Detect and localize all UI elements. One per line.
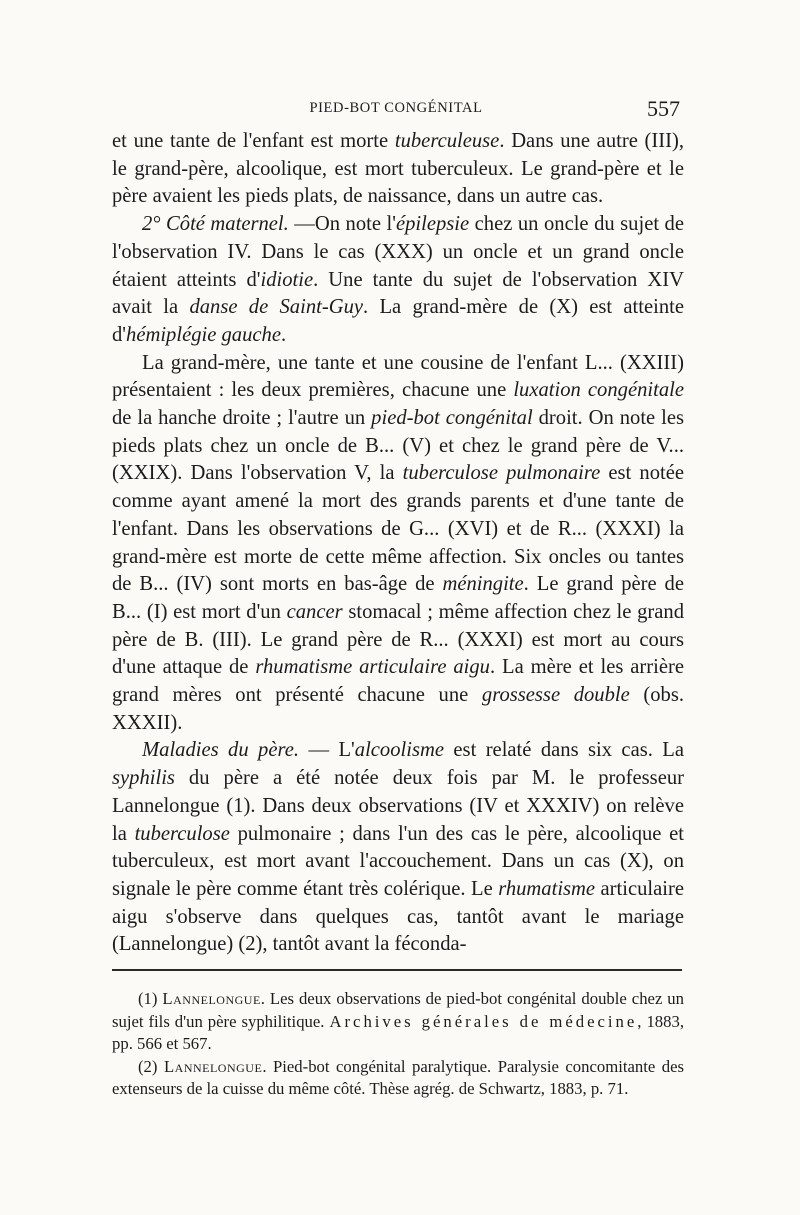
page-number: 557	[647, 96, 680, 121]
italic-term: rhumatisme articulaire aigu	[255, 656, 490, 679]
page-header	[112, 96, 680, 126]
footnotes	[112, 988, 684, 1101]
text-run: est notée comme ayant amené la mort des grands parents et d'une tante de l'enfant. Dans les observations de G... (XVI) et de R... (XXXI) la grand-mère est morte de cette même affection. Six oncles ou tantes de B... (IV) sont morts en bas-âge de	[112, 462, 684, 596]
footnote-author: Lannelongue	[162, 989, 261, 1008]
text-run: pulmonaire ; dans l'un des cas le père, alcoolique et tuberculeux, est mort avant l'accouchement. Dans un cas (X), on signale le père comme étant très colérique. Le	[112, 822, 684, 900]
section-lead: 2° Côté maternel.	[142, 213, 289, 236]
text-run: . Une tante du sujet de l'observation XIV avait la	[112, 268, 684, 319]
paragraph-3	[112, 350, 684, 738]
italic-term: tuberculose pulmonaire	[402, 462, 601, 485]
text-run: articulaire aigu s'observe dans quelques cas, tantôt avant le mariage (Lannelongue) (2), tantôt avant la féconda-	[112, 877, 684, 956]
italic-term: rhumatisme	[498, 877, 596, 900]
text-run: , 1883, pp. 566 et 567.	[112, 1011, 684, 1054]
text-run: — L'	[299, 739, 355, 762]
text-run: de la hanche droite ; l'autre un	[112, 407, 372, 430]
italic-term: méningite	[442, 573, 524, 596]
text-run: droit. On note les pieds plats chez un oncle de B... (V) et chez le grand père de V... (XXIX). Dans l'observation V, la	[112, 407, 685, 485]
paragraph-1	[112, 128, 684, 211]
paragraph-2	[112, 211, 684, 350]
paragraph-4	[112, 737, 684, 959]
italic-term: grossesse double	[481, 684, 630, 707]
text-run: et une tante de l'enfant est morte	[112, 130, 395, 152]
main-text	[112, 128, 684, 959]
italic-term: idiotie	[260, 268, 314, 291]
text-run: est relaté dans six cas. La	[444, 739, 685, 762]
text-run: chez un oncle du sujet de l'observation IV. Dans le cas (XXX) un oncle et un grand oncle étaient atteints d'	[112, 213, 684, 291]
italic-term: épilepsie	[395, 213, 470, 236]
italic-term: danse de Saint-Guy	[189, 296, 364, 319]
footnote-marker: (2)	[138, 1056, 164, 1076]
text-run: . La mère et les arrière grand mères ont présenté chacune une	[112, 656, 684, 707]
text-run: —On note l'	[288, 213, 396, 236]
italic-term: hémiplégie gauche	[126, 323, 281, 346]
italic-term: tuberculeuse	[394, 130, 500, 152]
italic-term: syphilis	[112, 767, 175, 790]
text-run: (obs. XXXII).	[112, 684, 685, 734]
italic-term: cancer	[286, 600, 343, 623]
footnote-author: Lannelongue	[163, 1056, 263, 1076]
text-run: . Pied-bot congénital paralytique. Paralysie concomitante des extenseurs de la cuisse du même côté. Thèse agrég. de Schwartz, 1883, p. 71.	[112, 1056, 684, 1099]
section-lead: Maladies du père.	[142, 739, 300, 762]
text-run: . La grand-mère de (X) est atteinte d'	[112, 296, 685, 346]
text-run: stomacal ; même affection chez le grand père de B. (III). Le grand père de R... (XXXI) est mort au cours d'une attaque de	[112, 600, 685, 679]
text-run: du père a été notée deux fois par M. le professeur Lannelongue (1). Dans deux observations (IV et XXXIV) on relève la	[112, 767, 684, 845]
italic-term: alcoolisme	[354, 739, 444, 762]
text-run: La grand-mère, une tante et une cousine de l'enfant L... (XXIII) présentaient : les deux premières, chacune une	[112, 351, 684, 402]
journal-title: Archives générales de médecine	[329, 1011, 638, 1031]
text-run: . Les deux observations de pied-bot congénital double chez un sujet fils d'un père syphilitique.	[112, 989, 684, 1031]
text-run: . Dans une autre (III), le grand-père, alcoolique, est mort tuberculeux. Le grand-père et le père avaient les pieds plats, de naissance, dans un autre cas.	[112, 130, 684, 208]
footnote-1	[112, 988, 684, 1056]
text-run: .	[280, 323, 287, 346]
running-title: PIED-BOT CONGÉNITAL	[309, 100, 483, 116]
footnote-divider	[112, 969, 682, 971]
italic-term: luxation congénitale	[513, 379, 684, 402]
italic-term: tuberculose	[134, 822, 230, 845]
footnote-marker: (1)	[138, 989, 163, 1008]
text-run: . Le grand père de B... (I) est mort d'un	[112, 573, 684, 623]
italic-term: pied-bot congénital	[371, 407, 533, 430]
footnote-2	[112, 1056, 684, 1101]
